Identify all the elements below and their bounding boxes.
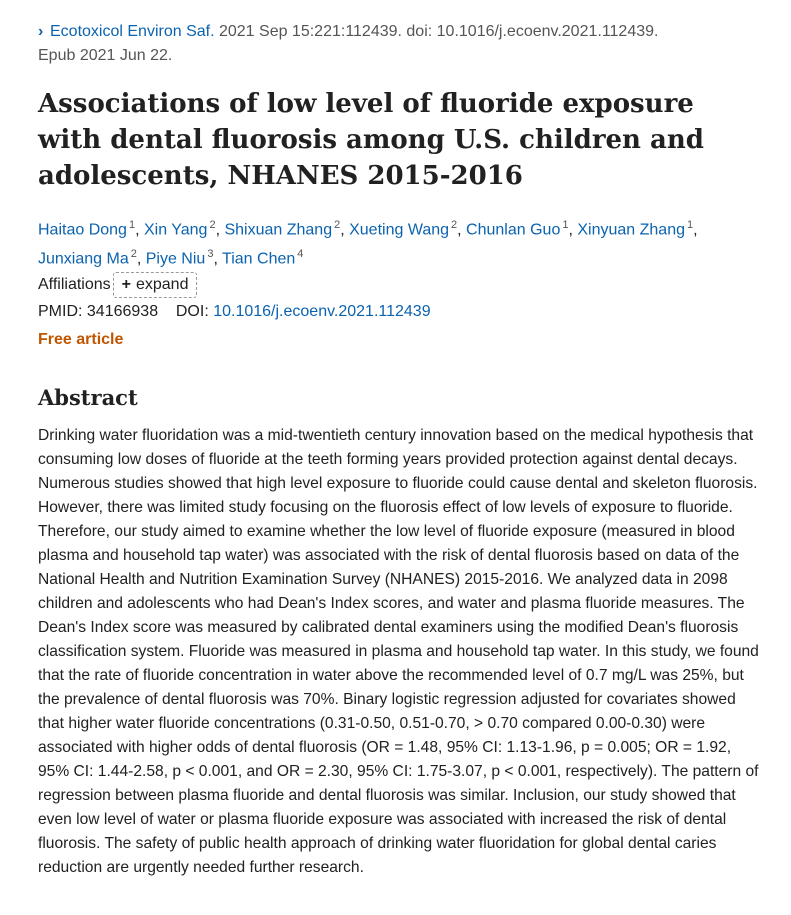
author-link[interactable]: Xinyuan Zhang xyxy=(577,221,685,239)
affiliation-number[interactable]: 4 xyxy=(297,248,304,261)
doi-label: DOI: xyxy=(175,303,209,320)
doi-link[interactable]: 10.1016/j.ecoenv.2021.112439 xyxy=(213,303,431,320)
author-link[interactable]: Xueting Wang xyxy=(349,221,450,239)
author-link[interactable]: Haitao Dong xyxy=(38,221,127,239)
author-link[interactable]: Junxiang Ma xyxy=(38,250,129,268)
citation xyxy=(38,20,738,68)
author-link[interactable]: Chunlan Guo xyxy=(466,221,561,239)
citation-details: 2021 Sep 15:221:112439. doi: 10.1016/j.ecoenv.2021.112439. xyxy=(214,23,659,40)
epub-date: Epub 2021 Jun 22. xyxy=(38,47,173,64)
pmid-value: 34166938 xyxy=(86,303,159,320)
free-article-badge: Free article xyxy=(38,331,124,348)
expand-affiliations-button[interactable] xyxy=(113,272,198,298)
affiliation-number[interactable]: 2 xyxy=(334,219,341,231)
journal-link[interactable]: Ecotoxicol Environ Saf. xyxy=(50,23,215,40)
author-link[interactable]: Xin Yang xyxy=(143,221,208,239)
author-list: Haitao Dong $^1$, Xin Yang $^2$, Shixuan Zhang $^2$, Xueting Wang $^2$, Chunlan Guo $^1$, Xinyuan Zhang $^1$, Junxiang Ma $^2$, Piye Niu $^3$, Tian Chen $^4$ xyxy=(38,219,698,268)
abstract-heading: Abstract xyxy=(38,385,138,410)
author-link[interactable]: Shixuan Zhang xyxy=(224,221,333,239)
affiliations-label: Affiliations xyxy=(38,276,111,293)
affiliation-number[interactable]: 1 xyxy=(128,219,136,231)
affiliations-row xyxy=(38,272,197,298)
pmid-label: PMID: xyxy=(38,303,83,320)
affiliation-number[interactable]: 3 xyxy=(207,248,214,261)
expand-label: expand xyxy=(135,276,189,293)
identifiers xyxy=(38,300,431,324)
affiliation-number[interactable]: 1 xyxy=(562,219,569,231)
author-link[interactable]: Tian Chen xyxy=(222,250,296,268)
article-title: Associations of low level of fluoride exposure with dental fluorosis among U.S. children and adolescents, NHANES 2015-2016 xyxy=(38,89,704,191)
abstract-text: Drinking water fluoridation was a mid-twentieth century innovation based on the medical hypothesis that consuming low doses of fluoride at the teeth forming years provided protection against dental decays. Numerous studies showed that high level exposure to fluoride could cause dental and skeleton fluorosis. However, there was limited study focusing on the fluorosis effect of low levels of exposure to fluoride. Therefore, our study aimed to examine whether the low level of fluoride exposure (measured in blood plasma and household tap water) was associated with the risk of dental fluorosis based on data of the National Health and Nutrition Examination Survey (NHANES) 2015-2016. We analyzed data in 2098 children and adolescents who had Dean's Index scores, and water and plasma fluoride measures. The Dean's Index score was measured by calibrated dental examiners using the modified Dean's fluorosis classification system. Fluoride was measured in plasma and household tap water. In this study, we found that the rate of fluoride concentration in water above the recommended level of 0.7 mg/L was 25%, but the prevalence of dental fluorosis was 70%. Binary logistic regression adjusted for covariates showed that higher water fluoride concentrations (0.31-0.50, 0.51-0.70, > 0.70 compared 0.00-0.30) were associated with higher odds of dental fluorosis (OR = 1.48, 95% CI: 1.13-1.96, p = 0.005; OR = 1.92, 95% CI: 1.44-2.58, p < 0.001, and OR = 2.30, 95% CI: 1.75-3.07, p < 0.001, respectively). The pattern of regression between plasma fluoride and dental fluorosis was similar. Inclusion, our study showed that even low level of water or plasma fluoride exposure was associated with increased the risk of dental fluorosis. The safety of public health approach of drinking water fluoridation for global dental caries reduction are urgently needed further research. xyxy=(38,427,759,876)
affiliation-number[interactable]: 2 xyxy=(130,248,137,261)
plus-icon: + xyxy=(121,276,131,293)
author-link[interactable]: Piye Niu xyxy=(145,250,206,268)
affiliation-number[interactable]: 2 xyxy=(209,219,216,231)
affiliation-number[interactable]: 1 xyxy=(687,219,694,231)
chevron-right-icon: › xyxy=(38,23,44,40)
affiliation-number[interactable]: 2 xyxy=(451,219,458,231)
